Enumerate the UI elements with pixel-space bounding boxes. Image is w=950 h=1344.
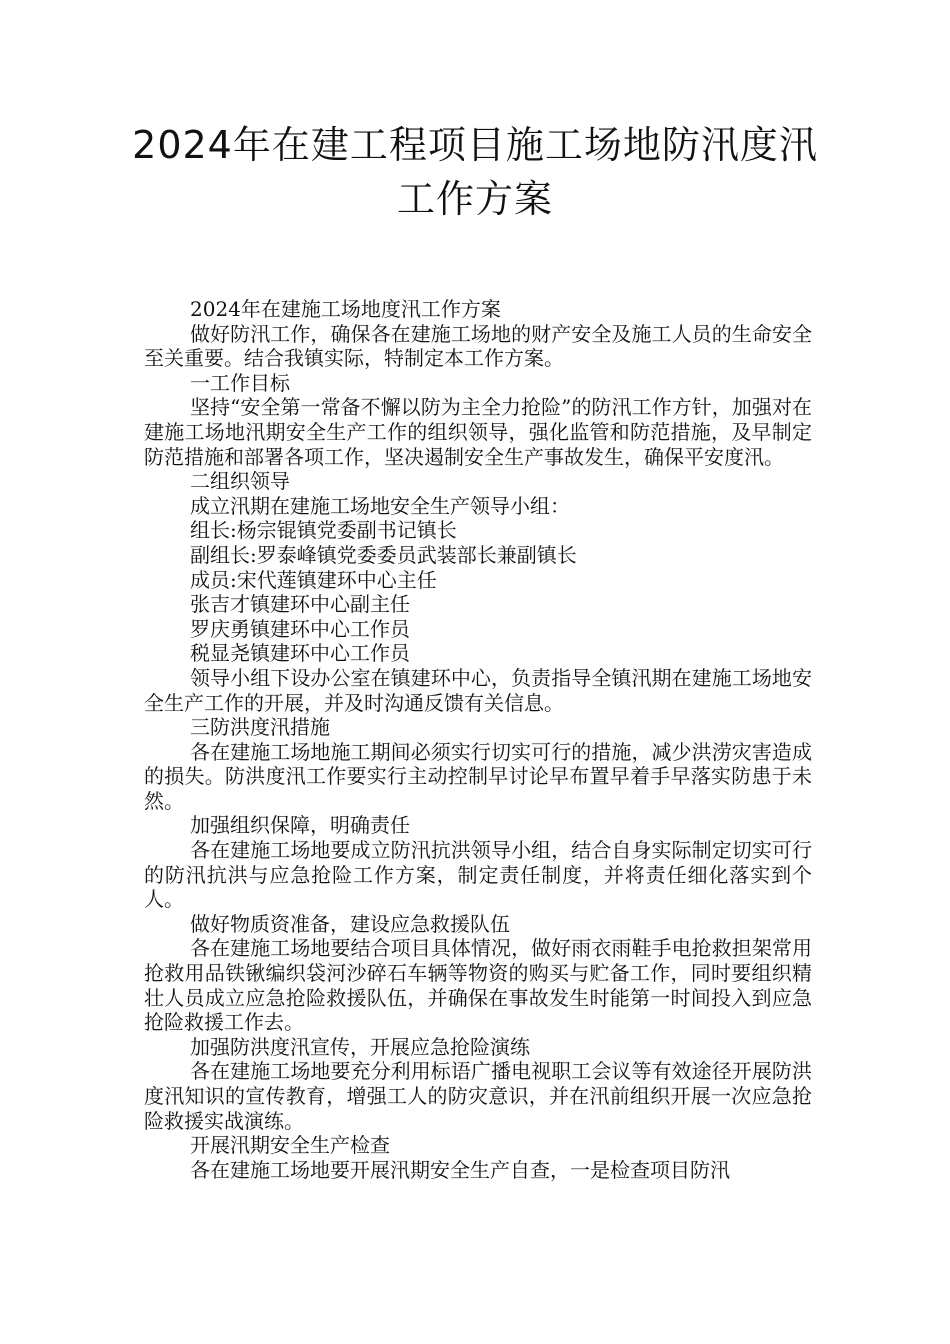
section-heading-measures: 三防洪度汛措施 [190, 715, 330, 740]
publicity-paragraph: 各在建施工场地要充分利用标语广播电视职工会议等有效途径开展防洪度汛知识的宣传教育，增强工人的防灾意识，并在汛前组织开展一次应急抢险救援实战演练。 [144, 1059, 812, 1133]
subheading-materials: 做好物质资准备，建设应急救援队伍 [190, 911, 510, 936]
organization-guarantee-paragraph: 各在建施工场地要成立防汛抗洪领导小组，结合自身实际制定切实可行的防汛抗洪与应急抢险工作方案，制定责任制度，并将责任细化落实到个人。 [144, 838, 812, 912]
section-heading-goals: 一工作目标 [190, 370, 290, 395]
organization-intro: 成立汛期在建施工场地安全生产领导小组： [190, 493, 570, 518]
office-paragraph: 领导小组下设办公室在镇建环中心，负责指导全镇汛期在建施工场地安全生产工作的开展，并及时沟通反馈有关信息。 [144, 665, 812, 715]
title-line-1: 2024年在建工程项目施工场地防汛度汛 [132, 123, 818, 167]
subheading-inspection: 开展汛期安全生产检查 [190, 1133, 390, 1158]
member-4: 税显尧镇建环中心工作员 [190, 641, 410, 666]
member-1: 成员:宋代莲镇建环中心主任 [190, 567, 437, 592]
member-3: 罗庆勇镇建环中心工作员 [190, 616, 410, 641]
section-heading-organization: 二组织领导 [190, 469, 290, 494]
subtitle-line: 2024年在建施工场地度汛工作方案 [190, 297, 501, 321]
member-deputy-leader: 副组长:罗泰峰镇党委委员武装部长兼副镇长 [190, 542, 577, 567]
inspection-paragraph: 各在建施工场地要开展汛期安全生产自查，一是检查项目防汛 [190, 1157, 730, 1182]
member-2: 张吉才镇建环中心副主任 [190, 592, 410, 617]
document-body [144, 297, 812, 1182]
member-leader: 组长:杨宗锟镇党委副书记镇长 [190, 518, 457, 543]
document-title [90, 118, 860, 226]
intro-paragraph: 做好防汛工作，确保各在建施工场地的财产安全及施工人员的生命安全至关重要。结合我镇实际，特制定本工作方案。 [144, 321, 812, 371]
goals-paragraph: 坚持“安全第一常备不懈以防为主全力抢险”的防汛工作方针，加强对在建施工场地汛期安全生产工作的组织领导，强化监管和防范措施，及早制定防范措施和部署各项工作，坚决遏制安全生产事故发生，确保平安度汛。 [144, 395, 812, 469]
title-line-2: 工作方案 [396, 177, 553, 221]
materials-paragraph: 各在建施工场地要结合项目具体情况，做好雨衣雨鞋手电抢救担架常用抢救用品铁锹编织袋河沙碎石车辆等物资的购买与贮备工作，同时要组织精壮人员成立应急抢险救援队伍，并确保在事故发生时能第一时间投入到应急抢险救援工作去。 [144, 936, 812, 1035]
subheading-publicity: 加强防洪度汛宣传，开展应急抢险演练 [190, 1034, 530, 1059]
subheading-organization-guarantee: 加强组织保障，明确责任 [190, 813, 410, 838]
measures-paragraph: 各在建施工场地施工期间必须实行切实可行的措施，减少洪涝灾害造成的损失。防洪度汛工作要实行主动控制早讨论早布置早着手早落实防患于未然。 [144, 739, 812, 813]
